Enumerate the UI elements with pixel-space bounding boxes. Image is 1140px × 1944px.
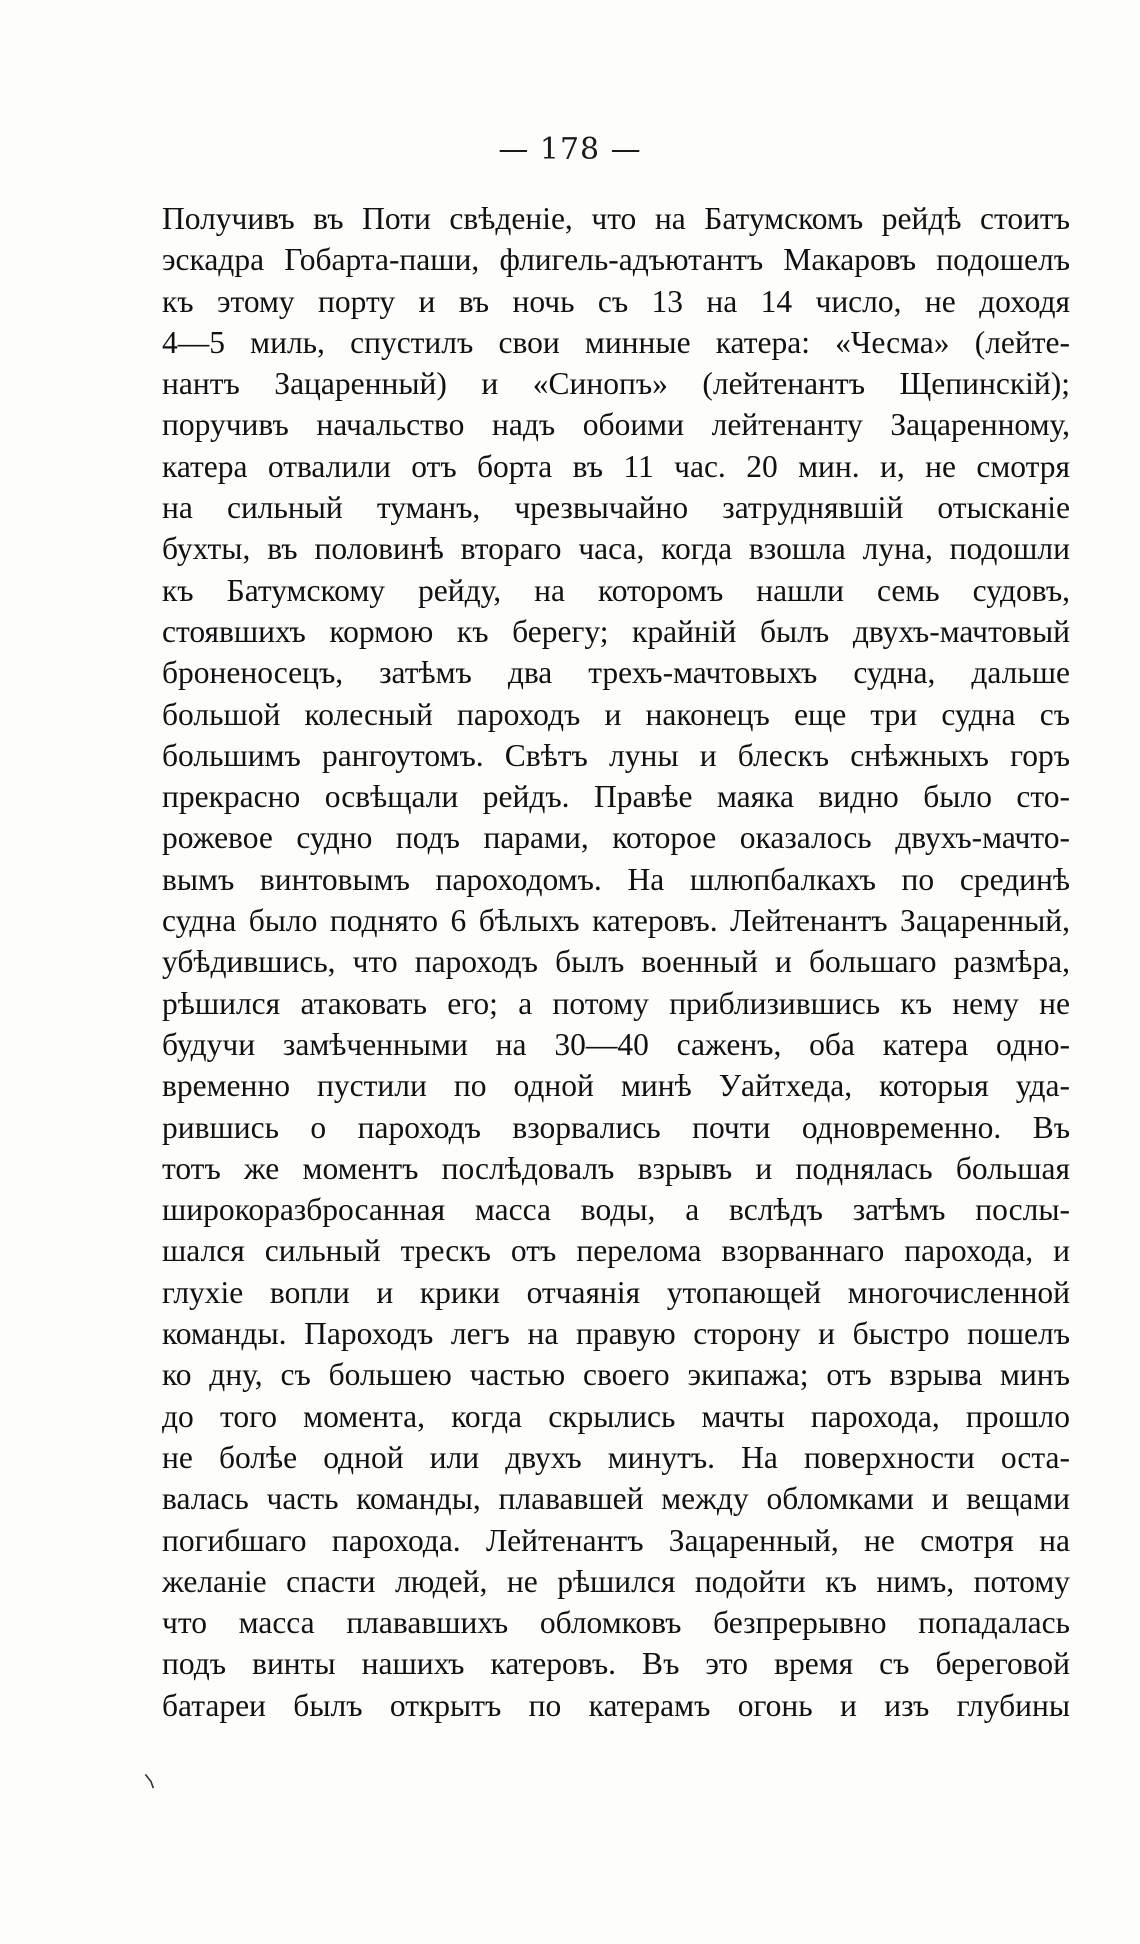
text-line: шался сильный трескъ отъ перелома взорваннаго парохода, и — [162, 1233, 1070, 1269]
text-line: тотъ же моментъ послѣдовалъ взрывъ и поднялась большая — [162, 1150, 1070, 1186]
body-text — [162, 198, 1070, 1726]
text-line: батареи былъ открытъ по катерамъ огонь и изъ глубины — [162, 1687, 1070, 1723]
text-line: валась часть команды, плававшей между обломками и вещами — [162, 1481, 1070, 1517]
text-line: желаніе спасти людей, не рѣшился подойти къ нимъ, потому — [162, 1563, 1070, 1599]
text-line: броненосецъ, затѣмъ два трехъ-мачтовыхъ судна, дальше — [162, 655, 1070, 691]
text-line: команды. Пароходъ легъ на правую сторону и быстро пошелъ — [162, 1316, 1070, 1352]
text-line: будучи замѣченными на 30—40 саженъ, оба катера одно- — [162, 1026, 1070, 1062]
text-line: убѣдившись, что пароходъ былъ военный и большаго размѣра, — [162, 944, 1070, 980]
ink-speck-icon — [140, 1772, 160, 1790]
text-line: временно пустили по одной минѣ Уайтхеда, которыя уда- — [162, 1068, 1070, 1104]
text-line: ко дну, съ большею частью своего экипажа; отъ взрыва минъ — [162, 1357, 1070, 1393]
text-line: подъ винты нашихъ катеровъ. Въ это время съ береговой — [162, 1646, 1070, 1682]
text-line: прекрасно освѣщали рейдъ. Правѣе маяка видно было сто- — [162, 779, 1070, 815]
text-line: поручивъ начальство надъ обоими лейтенанту Зацаренному, — [162, 407, 1070, 443]
text-line: до того момента, когда скрылись мачты парохода, прошло — [162, 1398, 1070, 1434]
text-line: глухіе вопли и крики отчаянія утопающей многочисленной — [162, 1274, 1070, 1310]
text-line: къ Батумскому рейду, на которомъ нашли семь судовъ, — [162, 572, 1070, 608]
page-number: — 178 — — [498, 132, 642, 167]
text-line: большой колесный пароходъ и наконецъ еще три судна съ — [162, 696, 1070, 732]
text-line: катера отвалили отъ борта въ 11 час. 20 мин. и, не смотря — [162, 448, 1070, 484]
text-line: судна было поднято 6 бѣлыхъ катеровъ. Лейтенантъ Зацаренный, — [162, 903, 1070, 939]
ink-speck-mark — [140, 1772, 160, 1790]
text-line: большимъ рангоутомъ. Свѣтъ луны и блескъ снѣжныхъ горъ — [162, 737, 1070, 773]
text-line: что масса плававшихъ обломковъ безпрерывно попадалась — [162, 1605, 1070, 1641]
text-line: рѣшился атаковать его; а потому приблизившись къ нему не — [162, 985, 1070, 1021]
text-line: бухты, въ половинѣ втораго часа, когда взошла луна, подошли — [162, 531, 1070, 567]
text-line: 4—5 миль, спустилъ свои минные катера: «Чесма» (лейте- — [162, 324, 1070, 360]
text-line: не болѣе одной или двухъ минутъ. На поверхности оста- — [162, 1439, 1070, 1475]
text-line: рившись о пароходъ взорвались почти одновременно. Въ — [162, 1109, 1070, 1145]
text-line: Получивъ въ Поти свѣденіе, что на Батумскомъ рейдѣ стоитъ — [162, 201, 1070, 236]
text-line: нантъ Зацаренный) и «Синопъ» (лейтенантъ Щепинскій); — [162, 366, 1070, 402]
text-line: на сильный туманъ, чрезвычайно затруднявшій отысканіе — [162, 490, 1070, 526]
text-line: вымъ винтовымъ пароходомъ. На шлюпбалкахъ по срединѣ — [162, 861, 1070, 897]
text-line: стоявшихъ кормою къ берегу; крайній былъ двухъ-мачтовый — [162, 613, 1070, 649]
text-line: эскадра Гобарта-паши, флигель-адъютантъ Макаровъ подошелъ — [162, 242, 1070, 278]
text-line: погибшаго парохода. Лейтенантъ Зацаренный, не смотря на — [162, 1522, 1070, 1558]
text-line: къ этому порту и въ ночь съ 13 на 14 число, не доходя — [162, 283, 1070, 319]
text-line: рожевое судно подъ парами, которое оказалось двухъ-мачто- — [162, 820, 1070, 856]
text-line: широкоразбросанная масса воды, а вслѣдъ затѣмъ послы- — [162, 1192, 1070, 1228]
